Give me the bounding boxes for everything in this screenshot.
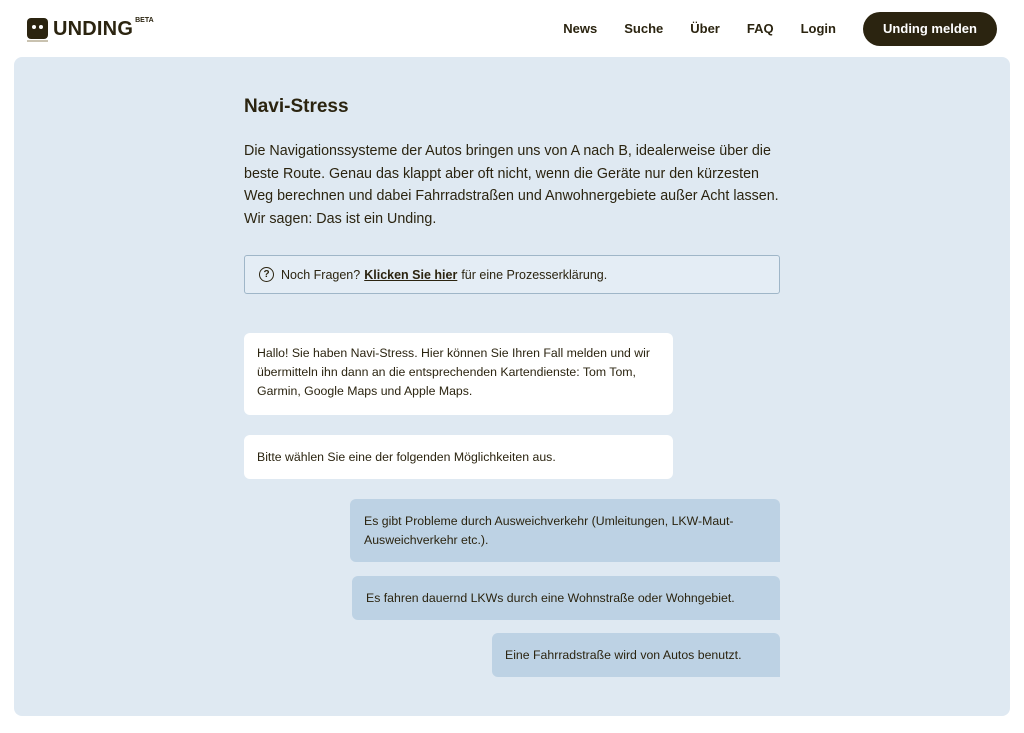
ghost-logo-icon (27, 18, 48, 39)
nav-login[interactable]: Login (800, 21, 836, 36)
question-circle-icon: ? (259, 267, 274, 282)
nav-faq[interactable]: FAQ (746, 21, 774, 36)
logo-text: UNDING (53, 18, 134, 40)
option-trucks-residential[interactable]: Es fahren dauernd LKWs durch eine Wohnstraße oder Wohngebiet. (352, 576, 780, 620)
option-bike-street[interactable]: Eine Fahrradstraße wird von Autos benutzt. (492, 633, 780, 677)
beta-badge: BETA (135, 17, 154, 24)
nav-news[interactable]: News (563, 21, 598, 36)
page-title: Navi-Stress (244, 96, 349, 117)
help-suffix: für eine Prozesserklärung. (461, 267, 608, 282)
logo[interactable] (27, 16, 154, 42)
intro-text: Die Navigationssysteme der Autos bringen uns von A nach B, idealerweise über die beste Route. Genau das klappt aber oft nicht, wenn die Geräte nur den kürzesten Weg berechnen und dabei Fahrradstraßen und Anwohnergebiete außer Acht lassen. Wir sagen: Das ist ein Unding. (244, 143, 779, 227)
process-explanation-link[interactable]: Klicken Sie hier (364, 267, 458, 282)
help-prefix: Noch Fragen? (281, 267, 361, 282)
nav-search[interactable]: Suche (624, 21, 664, 36)
help-box (244, 255, 780, 294)
main-panel (14, 57, 1010, 716)
option-detour-traffic[interactable]: Es gibt Probleme durch Ausweichverkehr (Umleitungen, LKW-Maut-Ausweichverkehr etc.). (350, 499, 780, 562)
nav-about[interactable]: Über (690, 21, 720, 36)
main-nav (563, 0, 997, 57)
bot-message-prompt: Bitte wählen Sie eine der folgenden Möglichkeiten aus. (244, 435, 673, 479)
bot-message-welcome: Hallo! Sie haben Navi-Stress. Hier können Sie Ihren Fall melden und wir übermitteln ihn dann an die entsprechenden Kartendienste: Tom Tom, Garmin, Google Maps und Apple Maps. (244, 333, 673, 415)
site-header (0, 0, 1024, 57)
report-unding-button[interactable]: Unding melden (863, 12, 997, 46)
